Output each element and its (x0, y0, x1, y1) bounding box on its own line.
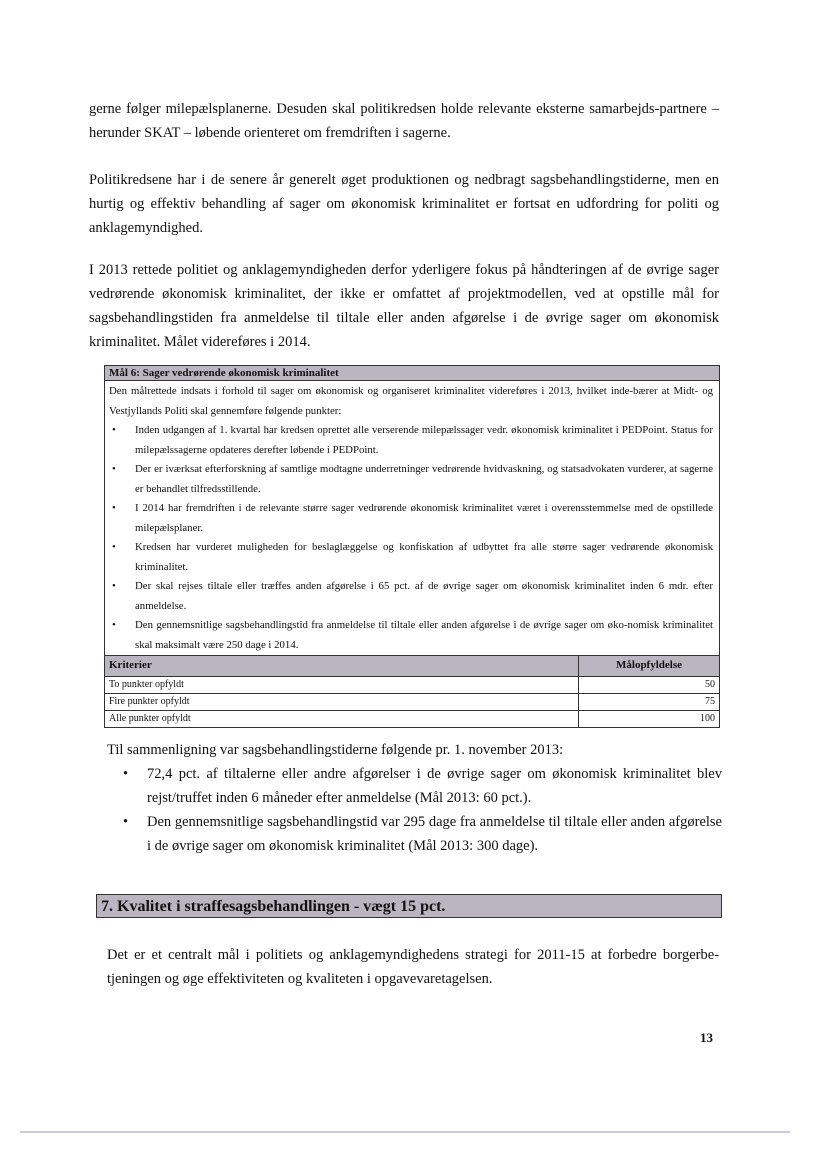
comparison-bullet-text: Den gennemsnitlige sagsbehandlingstid var 295 dage fra anmeldelse til tiltale eller anden afgørelse i de øvrige sager om økonomisk kriminalitet (Mål 2013: 300 dage). (147, 814, 722, 854)
goal-bullet-text: Inden udgangen af 1. kvartal har kredsen oprettet alle verserende milepælssager vedr. økonomisk kriminalitet i PEDPoint. Status for milepælssagerne opdateres derefter løbende i PEDPoint. (135, 424, 713, 456)
goal-bullet-item (109, 499, 713, 538)
criteria-cell: Fire punkter opfyldt (105, 693, 579, 710)
goal-bullet-item (109, 616, 713, 655)
bullet-icon: • (112, 580, 116, 592)
section-heading-7: 7. Kvalitet i straffesagsbehandlingen - vægt 15 pct. (96, 894, 722, 918)
goal-bullet-text: Der skal rejses tiltale eller træffes anden afgørelse i 65 pct. af de øvrige sager om økonomisk kriminalitet inden 6 mdr. efter anmeldelse. (135, 580, 713, 612)
goal-bullet-text: Der er iværksat efterforskning af samtlige modtagne underretninger vedrørende hvidvaskning, og statsadvokaten vurderer, at sagerne er behandlet tilfredsstillende. (135, 463, 713, 495)
goal-6-intro: Den målrettede indsats i forhold til sager om økonomisk og organiseret kriminalitet videreføres i 2013, hvilket inde-bærer at Midt- og Vestjyllands Politi skal gennemføre følgende punkter: (109, 385, 713, 417)
bullet-icon: • (112, 541, 116, 553)
footer-divider (20, 1131, 790, 1133)
paragraph-strategy: Det er et centralt mål i politiets og anklagemyndighedens strategi for 2011-15 at forbedre borgerbe-tjeningen og øge effektiviteten og kvaliteten i opgavevaretagelsen. (107, 947, 719, 987)
fulfillment-cell: 50 (579, 676, 720, 693)
bullet-icon: • (123, 814, 129, 830)
page-number: 13 (700, 1030, 713, 1045)
goal-bullet-item (109, 538, 713, 577)
goal-bullet-item (109, 577, 713, 616)
paragraph-milestones: gerne følger milepælsplanerne. Desuden skal politikredsen holde relevante eksterne samarbejds-partnere – herunder SKAT – løbende orienteret om fremdriften i sagerne. (89, 101, 719, 141)
goal-6-bullet-list (105, 421, 719, 655)
paragraph-production: Politikredsene har i de senere år generelt øget produktionen og nedbragt sagsbehandlingstiderne, men en hurtig og effektiv behandling af sager om økonomisk kriminalitet er fortsat en udfordring for politi og anklagemyndighed. (89, 172, 719, 236)
bullet-icon: • (112, 463, 116, 475)
criteria-header-row (105, 656, 719, 677)
comparison-bullet-item (107, 762, 722, 810)
comparison-section (107, 738, 722, 858)
goal-bullet-text: I 2014 har fremdriften i de relevante større sager vedrørende økonomisk kriminalitet været i overensstemmelse med de opstillede milepælsplaner. (135, 502, 713, 534)
paragraph-focus-2013: I 2013 rettede politiet og anklagemyndigheden derfor yderligere fokus på håndteringen af de øvrige sager vedrørende økonomisk kriminalitet, der ikke er omfattet af projektmodellen, ved at opstille mål for sagsbehandlingstiden fra anmeldelse til tiltale eller anden afgørelse i de øvrige sager om økonomisk kriminalitet. Målet videreføres i 2014. (89, 262, 719, 350)
comparison-bullet-text: 72,4 pct. af tiltalerne eller andre afgørelser i de øvrige sager om økonomisk kriminalitet blev rejst/truffet inden 6 måneder efter anmeldelse (Mål 2013: 60 pct.). (147, 766, 722, 806)
bullet-icon: • (112, 619, 116, 631)
criteria-cell: To punkter opfyldt (105, 676, 579, 693)
comparison-bullet-item (107, 810, 722, 858)
goal-6-box (104, 365, 720, 728)
comparison-bullet-list (107, 762, 722, 858)
criteria-table (105, 655, 719, 727)
goal-bullet-item (109, 421, 713, 460)
goal-bullet-text: Den gennemsnitlige sagsbehandlingstid fra anmeldelse til tiltale eller anden afgørelse i de øvrige sager om øko-nomisk kriminalitet skal maksimalt være 250 dage i 2014. (135, 619, 713, 651)
bullet-icon: • (123, 766, 129, 782)
table-row (105, 693, 719, 710)
criteria-column-header: Kriterier (105, 656, 579, 677)
fulfillment-column-header: Målopfyldelse (579, 656, 720, 677)
table-row (105, 676, 719, 693)
bullet-icon: • (112, 502, 116, 514)
fulfillment-cell: 75 (579, 693, 720, 710)
goal-bullet-item (109, 460, 713, 499)
comparison-intro: Til sammenligning var sagsbehandlingstiderne følgende pr. 1. november 2013: (107, 742, 564, 758)
goal-6-title: Mål 6: Sager vedrørende økonomisk kriminalitet (105, 366, 719, 381)
bullet-icon: • (112, 424, 116, 436)
goal-bullet-text: Kredsen har vurderet muligheden for beslaglæggelse og konfiskation af udbyttet fra alle større sager vedrørende økonomisk kriminalitet. (135, 541, 713, 573)
criteria-cell: Alle punkter opfyldt (105, 710, 579, 727)
table-row (105, 710, 719, 727)
fulfillment-cell: 100 (579, 710, 720, 727)
